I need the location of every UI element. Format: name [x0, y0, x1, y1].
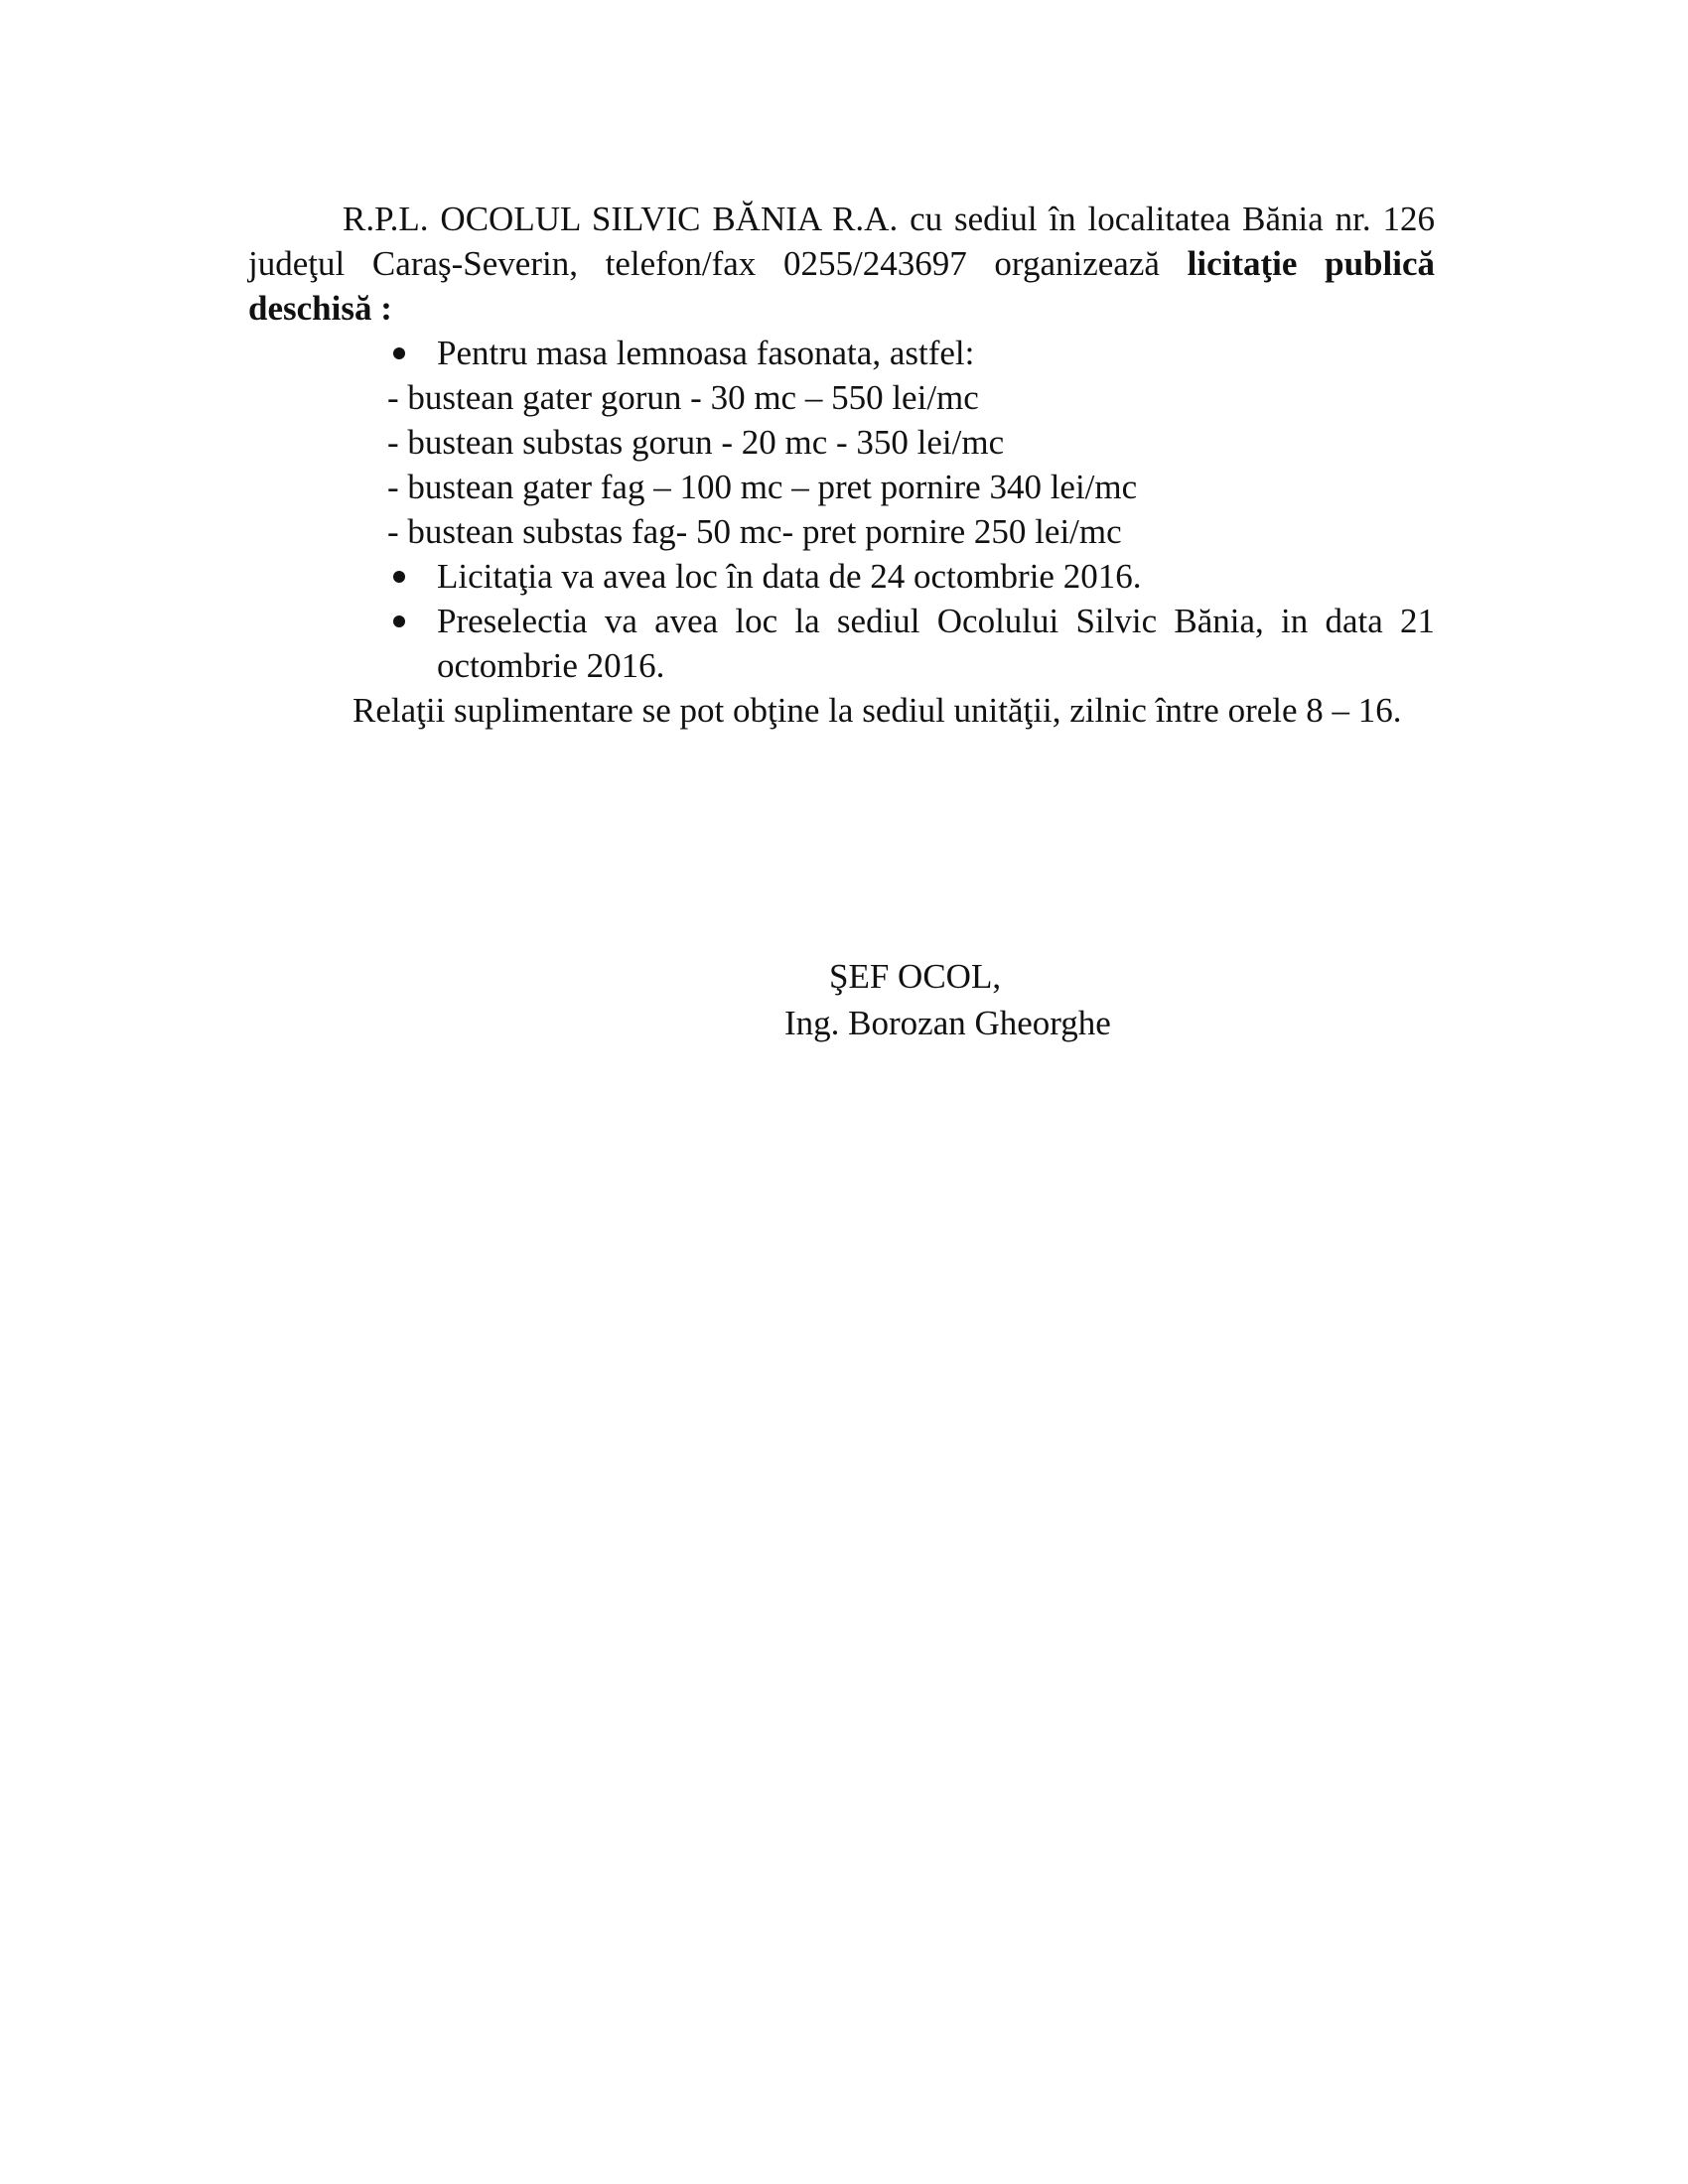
intro-text: R.P.L. OCOLUL SILVIC BĂNIA R.A. cu sediul în localitatea Bănia nr. 126 judeţul Caraş-Severin, telefon/fax 0255/243697 organizează — [248, 200, 1435, 283]
list-item — [387, 599, 1435, 688]
list-item — [387, 509, 1435, 554]
list-item — [387, 554, 1435, 599]
auction-type-emphasis: licitaţie publică deschisă : — [248, 244, 1436, 328]
list-item-text: Licitaţia va avea loc în data de 24 octombrie 2016. — [437, 557, 1142, 596]
list-item-text: Preselectia va avea loc la sediul Ocolului Silvic Bănia, in data 21 octombrie 2016. — [437, 602, 1435, 685]
bullet-icon — [393, 615, 405, 627]
signatory-name: Ing. Borozan Gheorghe — [784, 1004, 1111, 1042]
list-item-text: - bustean substas gorun - 20 mc - 350 lei/mc — [387, 423, 1005, 462]
announcement-body — [248, 197, 1435, 733]
bullet-icon — [393, 571, 405, 583]
list-item — [387, 465, 1435, 509]
list-item-text: - bustean gater gorun - 30 mc – 550 lei/mc — [387, 378, 979, 417]
signatory-title: ŞEF OCOL, — [829, 957, 1002, 996]
list-item — [387, 420, 1435, 465]
intro-paragraph — [248, 197, 1435, 331]
signature-block — [685, 953, 1281, 1046]
list-item — [387, 331, 1435, 375]
list-item-text: - bustean gater fag – 100 mc – pret pornire 340 lei/mc — [387, 468, 1138, 506]
bullet-icon — [393, 347, 405, 359]
list-item-text: - bustean substas fag- 50 mc- pret pornire 250 lei/mc — [387, 512, 1122, 551]
contact-paragraph: Relaţii suplimentare se pot obţine la sediul unităţii, zilnic între orele 8 – 16. — [352, 691, 1402, 730]
auction-details-list — [248, 331, 1435, 688]
list-item-text: Pentru masa lemnoasa fasonata, astfel: — [437, 334, 975, 372]
list-item — [387, 375, 1435, 420]
